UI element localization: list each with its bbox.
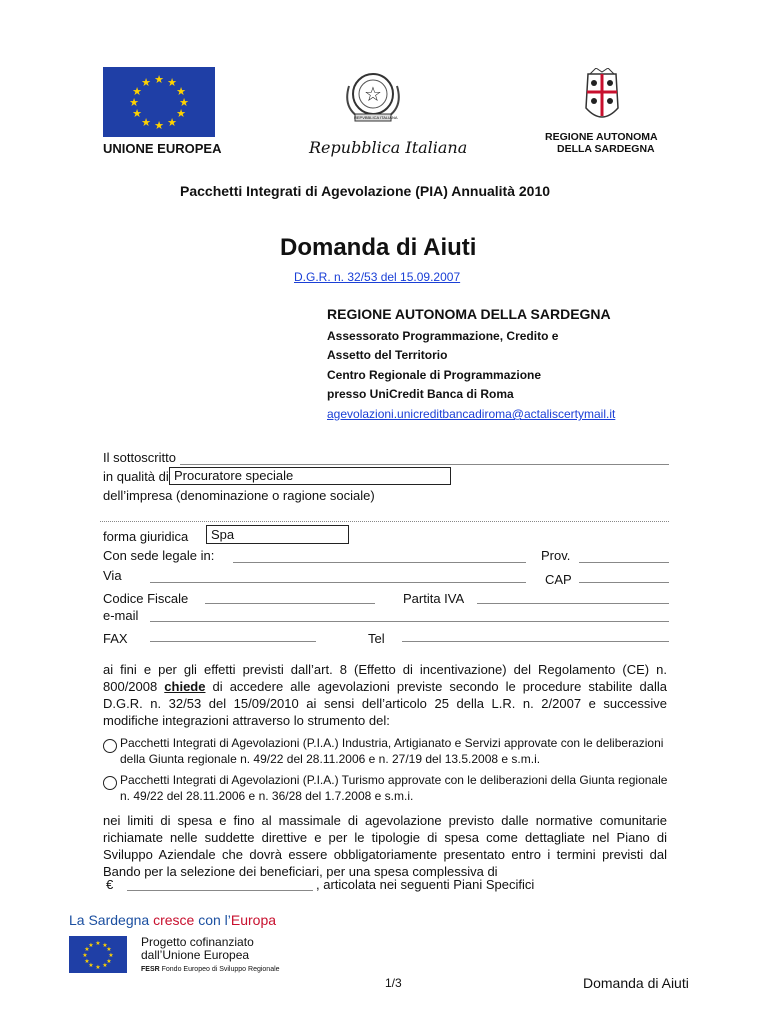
svg-text:★: ★ bbox=[102, 942, 108, 949]
recipient-line-3: Centro Regionale di Programmazione bbox=[327, 368, 542, 382]
fax-label: FAX bbox=[103, 631, 128, 646]
svg-text:★: ★ bbox=[84, 958, 90, 965]
svg-text:★: ★ bbox=[154, 73, 164, 86]
recipient-line-2: Assetto del Territorio bbox=[327, 348, 448, 362]
prov-label: Prov. bbox=[541, 548, 571, 563]
recipient-line-1: Assessorato Programmazione, Credito e bbox=[327, 329, 559, 343]
recipient-email-link[interactable]: agevolazioni.unicreditbancadiroma@actaliscertymail.it bbox=[327, 407, 616, 421]
svg-text:★: ★ bbox=[88, 962, 94, 969]
svg-text:★: ★ bbox=[132, 107, 142, 120]
program-title: Pacchetti Integrati di Agevolazione (PIA) Annualità 2010 bbox=[180, 183, 551, 199]
slogan-part-2: cresce bbox=[153, 912, 195, 928]
euro-suffix: , articolata nei seguenti Piani Specifici bbox=[316, 877, 535, 892]
eu-flag-icon bbox=[103, 67, 215, 137]
svg-text:★: ★ bbox=[154, 119, 164, 132]
svg-text:★: ★ bbox=[132, 85, 142, 98]
cap-field[interactable] bbox=[579, 582, 669, 583]
via-field[interactable] bbox=[150, 582, 526, 583]
slogan bbox=[69, 912, 276, 928]
forma-label: forma giuridica bbox=[103, 529, 189, 544]
option-industria-label: Pacchetti Integrati di Agevolazioni (P.I.A.) Industria, Artigianato e Servizi approvate con le deliberazioni della Giunta regionale n. 49/22 del 28.11.2006 e n. 27/19 del 13.5.2008 e s.m.i. bbox=[120, 736, 664, 766]
cofinanziato-line-1: Progetto cofinanziato bbox=[141, 935, 254, 949]
svg-text:★: ★ bbox=[167, 116, 177, 129]
option-turismo-label: Pacchetti Integrati di Agevolazioni (P.I.A.) Turismo approvate con le deliberazioni della Giunta regionale n. 49/22 del 28.11.2006 e n. 36/28 del 1.7.2008 e s.m.i. bbox=[120, 773, 668, 803]
fesr-text: Fondo Europeo di Sviluppo Regionale bbox=[159, 966, 280, 973]
forma-field[interactable]: Spa bbox=[206, 525, 349, 544]
sede-label: Con sede legale in: bbox=[103, 548, 215, 563]
via-label: Via bbox=[103, 568, 122, 583]
option-industria-radio[interactable] bbox=[103, 739, 117, 753]
svg-text:★: ★ bbox=[176, 107, 186, 120]
sottoscritto-label: Il sottoscritto bbox=[103, 450, 176, 465]
cofinanziato-line-2: dall’Unione Europea bbox=[141, 948, 250, 962]
sottoscritto-field[interactable] bbox=[180, 464, 669, 465]
option-turismo-radio[interactable] bbox=[103, 776, 117, 790]
footer-eu-flag bbox=[69, 936, 127, 973]
sardegna-emblem bbox=[574, 68, 630, 128]
fax-field[interactable] bbox=[150, 641, 316, 642]
sardegna-label-2: DELLA SARDEGNA bbox=[557, 143, 655, 155]
sede-field[interactable] bbox=[233, 562, 526, 563]
svg-text:★: ★ bbox=[108, 952, 114, 959]
eu-flag-small-icon bbox=[69, 936, 127, 973]
qualita-field[interactable]: Procuratore speciale bbox=[169, 467, 451, 485]
chiede-keyword: chiede bbox=[164, 679, 206, 694]
eu-logo bbox=[103, 67, 215, 137]
page-title: Domanda di Aiuti bbox=[280, 234, 477, 261]
qualita-label: in qualità di bbox=[103, 469, 169, 484]
svg-text:★: ★ bbox=[102, 962, 108, 969]
piva-label: Partita IVA bbox=[403, 591, 465, 606]
svg-text:★: ★ bbox=[176, 85, 186, 98]
sardegna-label-1: REGIONE AUTONOMA bbox=[545, 131, 658, 143]
request-paragraph bbox=[103, 661, 667, 729]
slogan-part-3: con l’ bbox=[194, 912, 231, 928]
tel-label: Tel bbox=[368, 631, 385, 646]
svg-text:★: ★ bbox=[106, 958, 112, 965]
prov-field[interactable] bbox=[579, 562, 669, 563]
repubblica-label: Repubblica Italiana bbox=[309, 138, 468, 157]
fesr-acronym: FESR bbox=[141, 966, 160, 973]
impresa-label: dell’impresa (denominazione o ragione sociale) bbox=[103, 488, 375, 503]
page-number: 1/3 bbox=[385, 976, 402, 990]
impresa-field[interactable] bbox=[100, 521, 669, 522]
email-field[interactable] bbox=[150, 621, 669, 622]
limits-paragraph: nei limiti di spesa e fino al massimale di agevolazione previsto dalle normative comunitarie richiamate nelle suddette direttive e per le tipologie di spesa come dettagliate nel Piano di Sviluppo Aziendale che dovrà essere obbligatoriamente presentato entro i termini previsti dal Bando per la selezione dei beneficiari, per una spesa complessiva di bbox=[103, 813, 667, 879]
svg-text:★: ★ bbox=[167, 76, 177, 89]
recipient-name: REGIONE AUTONOMA DELLA SARDEGNA bbox=[327, 306, 611, 322]
email-label: e-mail bbox=[103, 608, 139, 623]
slogan-part-4: Europa bbox=[230, 912, 277, 928]
svg-text:★: ★ bbox=[95, 964, 101, 971]
spesa-field[interactable] bbox=[127, 890, 313, 891]
fesr-label bbox=[141, 966, 280, 973]
request-text-a: ai fini e per gli effetti previsti dall’art. 8 (Effetto di incentivazione) del Regolamento (CE) n. 800/2008 bbox=[103, 662, 667, 694]
piva-field[interactable] bbox=[477, 603, 669, 604]
svg-text:★: ★ bbox=[141, 116, 151, 129]
request-text-b: di accedere alle agevolazioni previste secondo le procedure stabilite dalla D.G.R. n. 32/53 del 15/09/2010 ai sensi dell’articolo 25 della L.R. n. 2/2007 e successive modifiche integrazioni attraverso lo strumento del: bbox=[103, 679, 667, 728]
cap-label: CAP bbox=[545, 572, 572, 587]
svg-text:★: ★ bbox=[179, 96, 189, 109]
svg-text:★: ★ bbox=[106, 946, 112, 953]
cf-label: Codice Fiscale bbox=[103, 591, 189, 606]
svg-text:★: ★ bbox=[88, 942, 94, 949]
footer-doc-title: Domanda di Aiuti bbox=[583, 975, 689, 991]
svg-text:★: ★ bbox=[82, 952, 88, 959]
emblem-ribbon: REPVBBLICA ITALIANA bbox=[354, 115, 398, 120]
svg-text:★: ★ bbox=[84, 946, 90, 953]
svg-text:★: ★ bbox=[129, 96, 139, 109]
eu-label: UNIONE EUROPEA bbox=[103, 141, 222, 156]
euro-symbol: € bbox=[106, 877, 114, 892]
sardegna-shield-icon bbox=[574, 68, 630, 128]
cf-field[interactable] bbox=[205, 603, 375, 604]
svg-text:★: ★ bbox=[95, 940, 101, 947]
slogan-part-1: La Sardegna bbox=[69, 912, 154, 928]
dgr-link[interactable]: D.G.R. n. 32/53 del 15.09.2007 bbox=[294, 270, 461, 284]
svg-text:☆: ☆ bbox=[364, 82, 382, 106]
svg-text:★: ★ bbox=[141, 76, 151, 89]
tel-field[interactable] bbox=[402, 641, 669, 642]
recipient-line-4: presso UniCredit Banca di Roma bbox=[327, 387, 514, 401]
